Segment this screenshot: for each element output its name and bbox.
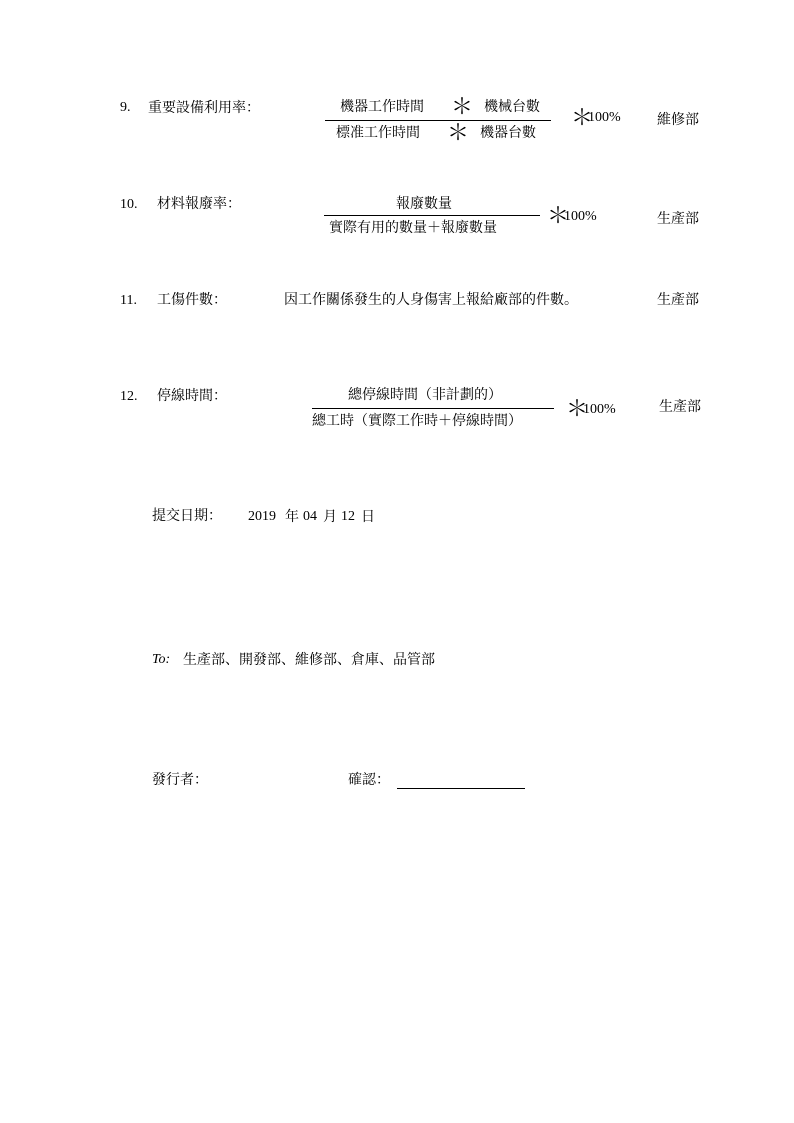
submit-day-unit: 日 xyxy=(361,509,375,525)
item-10-multiplier-star: ＊ xyxy=(547,204,570,229)
item-12-multiplier-star: ＊ xyxy=(566,397,589,422)
item-12-dept: 生產部 xyxy=(659,399,701,415)
item-10-multiplier-pct: 100% xyxy=(564,209,597,224)
item-11-dept: 生產部 xyxy=(657,292,699,308)
confirm-signature-line[interactable] xyxy=(397,788,525,789)
item-11-number: 11. xyxy=(120,293,137,308)
item-10-dept: 生產部 xyxy=(657,211,699,227)
item-10-label: 材料報廢率： xyxy=(157,196,241,212)
item-9-denominator-a: 標准工作時間 xyxy=(336,125,420,141)
item-12-label: 停線時間： xyxy=(157,388,227,404)
to-recipients: 生產部、開發部、維修部、倉庫、品管部 xyxy=(183,652,435,668)
item-12-fraction-bar xyxy=(312,408,554,409)
item-9-dept: 維修部 xyxy=(657,112,699,128)
submit-date-label: 提交日期： xyxy=(152,508,222,524)
item-10-denominator: 實際有用的數量＋報廢數量 xyxy=(329,220,497,236)
submit-year: 2019 xyxy=(248,509,276,524)
confirm-label: 確認： xyxy=(348,772,390,788)
item-10-number: 10. xyxy=(120,197,138,212)
submit-day: 12 xyxy=(341,509,355,524)
item-9-denominator-op: ＊ xyxy=(447,121,470,146)
item-11-label: 工傷件數： xyxy=(157,292,227,308)
item-9-number: 9. xyxy=(120,100,131,115)
submit-year-unit: 年 xyxy=(285,509,299,525)
item-9-numerator-b: 機械台數 xyxy=(484,99,540,115)
item-10-fraction-bar xyxy=(324,215,540,216)
item-12-denominator: 總工時（實際工作時＋停線時間） xyxy=(312,413,522,429)
item-9-multiplier-pct: 100% xyxy=(588,110,621,125)
submit-month: 04 xyxy=(303,509,317,524)
issuer-label: 發行者： xyxy=(152,772,208,788)
item-11-description: 因工作關係發生的人身傷害上報給廠部的件數。 xyxy=(284,292,578,308)
item-9-multiplier-star: ＊ xyxy=(571,106,594,131)
item-12-number: 12. xyxy=(120,389,138,404)
item-10-numerator: 報廢數量 xyxy=(396,196,452,212)
to-label: To: xyxy=(152,652,171,667)
item-9-denominator-b: 機器台數 xyxy=(480,125,536,141)
submit-month-unit: 月 xyxy=(323,509,337,525)
item-9-label: 重要設備利用率： xyxy=(148,100,260,116)
item-9-numerator-op: ＊ xyxy=(451,95,474,120)
item-12-numerator: 總停線時間（非計劃的） xyxy=(348,387,502,403)
item-12-multiplier-pct: 100% xyxy=(583,402,616,417)
item-9-numerator-a: 機器工作時間 xyxy=(340,99,424,115)
item-9-fraction-bar xyxy=(325,120,551,121)
